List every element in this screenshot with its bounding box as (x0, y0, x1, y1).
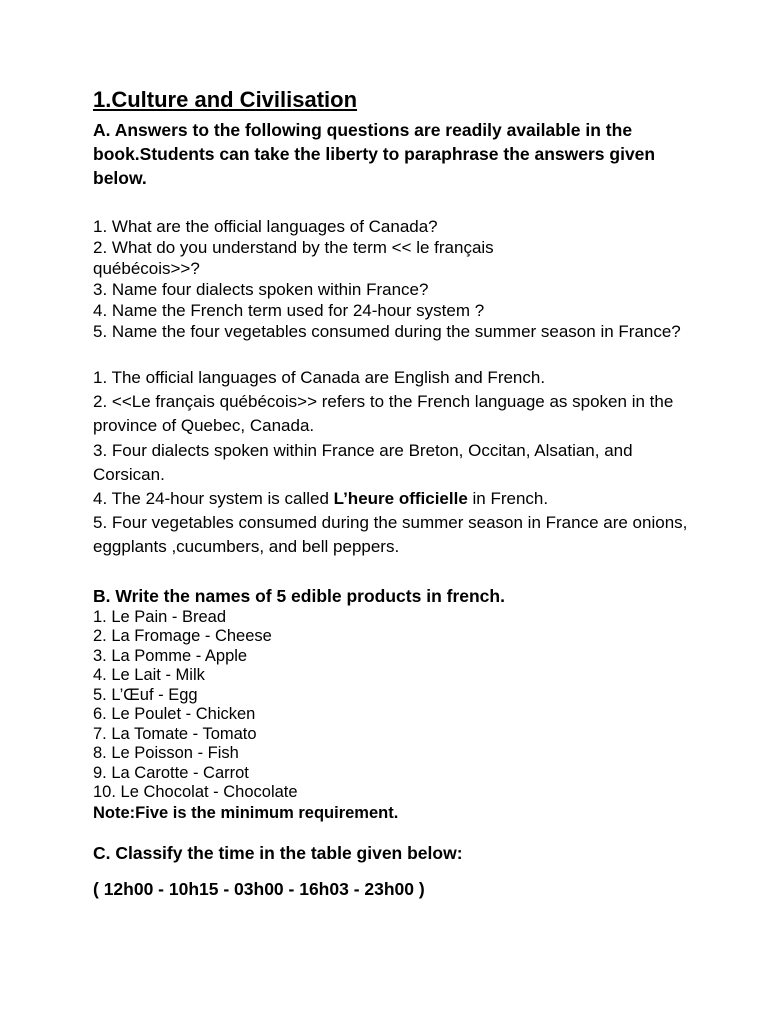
section-b-heading: B. Write the names of 5 edible products in french. (93, 585, 505, 606)
questions-list (93, 216, 693, 342)
answer-text: 4. The 24-hour system is called (93, 489, 334, 509)
product-item: 1. Le Pain - Bread (93, 607, 226, 626)
product-item: 4. Le Lait - Milk (93, 666, 205, 685)
answer-item: 1. The official languages of Canada are English and French. (93, 368, 546, 387)
answers-list (93, 366, 693, 560)
question-item: 2. What do you understand by the term << le français québécois>>? (93, 238, 494, 278)
answer-term-bold: L’heure officielle (333, 489, 468, 509)
product-item: 10. Le Chocolat - Chocolate (93, 783, 298, 802)
product-item: 9. La Carotte - Carrot (93, 763, 249, 782)
section-a-heading: A. Answers to the following questions are readily available in the book.Students can take the liberty to paraphrase the answers given below. (93, 120, 656, 188)
answer-text: in French. (467, 489, 549, 509)
page-title: 1.Culture and Civilisation (93, 87, 358, 112)
products-list (93, 608, 693, 803)
product-item: 2. La Fromage - Cheese (93, 627, 272, 646)
answer-item: 3. Four dialects spoken within France are Breton, Occitan, Alsatian, and Corsican. (93, 440, 633, 484)
product-item: 7. La Tomate - Tomato (93, 724, 257, 743)
question-item: 4. Name the French term used for 24-hour system ? (93, 301, 485, 320)
document-page (93, 86, 693, 901)
answer-item: 2. <<Le français québécois>> refers to the French language as spoken in the province of Quebec, Canada. (93, 392, 674, 436)
answer-item: 5. Four vegetables consumed during the summer season in France are onions, eggplants ,cucumbers, and bell peppers. (93, 513, 688, 557)
question-item: 5. Name the four vegetables consumed during the summer season in France? (93, 322, 681, 341)
note-text: Note:Five is the minimum requirement. (93, 803, 399, 822)
product-item: 5. L’Œuf - Egg (93, 685, 198, 704)
product-item: 3. La Pomme - Apple (93, 646, 248, 665)
product-item: 6. Le Poulet - Chicken (93, 705, 256, 724)
section-c-heading: C. Classify the time in the table given below: (93, 842, 463, 863)
question-item: 1. What are the official languages of Canada? (93, 217, 438, 236)
answer-item (93, 487, 693, 511)
question-item: 3. Name four dialects spoken within France? (93, 280, 429, 299)
product-item: 8. Le Poisson - Fish (93, 744, 239, 763)
times-list: ( 12h00 - 10h15 - 03h00 - 16h03 - 23h00 ) (93, 878, 425, 899)
